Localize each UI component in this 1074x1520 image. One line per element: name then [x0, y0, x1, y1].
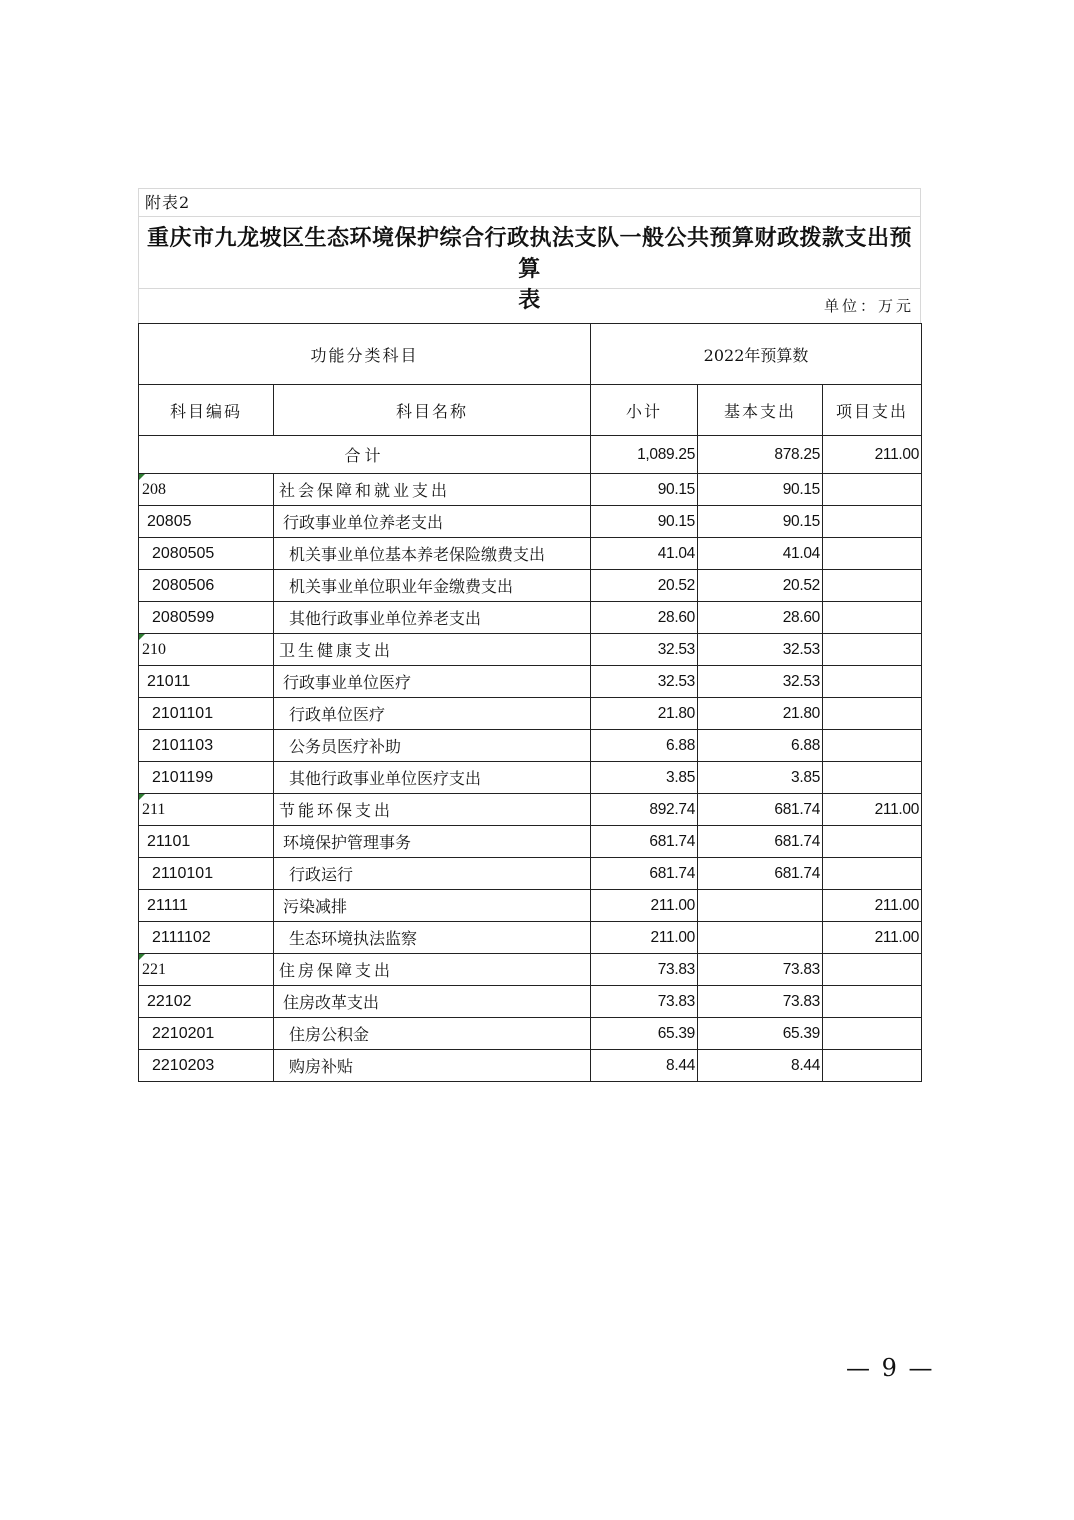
total-project: 211.00 — [823, 436, 922, 474]
row-project — [823, 506, 922, 538]
row-project — [823, 730, 922, 762]
table-row — [139, 602, 922, 634]
row-name: 行政运行 — [274, 858, 591, 890]
row-basic: 681.74 — [698, 794, 823, 826]
title-line-2: 表 — [518, 287, 541, 313]
table-row — [139, 634, 922, 666]
row-subtotal: 6.88 — [591, 730, 698, 762]
header-name: 科目名称 — [274, 385, 591, 436]
row-subtotal: 681.74 — [591, 826, 698, 858]
table-row — [139, 1018, 922, 1050]
row-code: 20805 — [139, 506, 274, 538]
row-basic: 73.83 — [698, 954, 823, 986]
row-project — [823, 698, 922, 730]
row-project — [823, 474, 922, 506]
budget-table — [138, 323, 922, 1082]
table-row — [139, 506, 922, 538]
table-row — [139, 890, 922, 922]
table-row — [139, 570, 922, 602]
row-basic: 21.80 — [698, 698, 823, 730]
row-basic: 681.74 — [698, 826, 823, 858]
row-name: 其他行政事业单位养老支出 — [274, 602, 591, 634]
budget-sheet — [138, 188, 921, 1082]
row-name: 卫生健康支出 — [274, 634, 591, 666]
table-row — [139, 698, 922, 730]
row-project: 211.00 — [823, 922, 922, 954]
row-subtotal: 90.15 — [591, 474, 698, 506]
cell-marker-icon — [139, 794, 145, 800]
row-code: 2080505 — [139, 538, 274, 570]
row-basic: 3.85 — [698, 762, 823, 794]
row-code: 221 — [139, 954, 274, 986]
row-name: 节能环保支出 — [274, 794, 591, 826]
cell-marker-icon — [139, 634, 145, 640]
row-subtotal: 32.53 — [591, 666, 698, 698]
row-code: 2101103 — [139, 730, 274, 762]
row-code: 21111 — [139, 890, 274, 922]
table-row — [139, 858, 922, 890]
row-name: 其他行政事业单位医疗支出 — [274, 762, 591, 794]
table-row — [139, 538, 922, 570]
row-code: 2080599 — [139, 602, 274, 634]
row-name: 机关事业单位职业年金缴费支出 — [274, 570, 591, 602]
total-subtotal: 1,089.25 — [591, 436, 698, 474]
sheet-header-frame — [138, 188, 921, 323]
row-name: 购房补贴 — [274, 1050, 591, 1082]
table-row — [139, 986, 922, 1018]
row-code: 22102 — [139, 986, 274, 1018]
header-subtotal: 小计 — [591, 385, 698, 436]
row-code: 21101 — [139, 826, 274, 858]
total-row — [139, 436, 922, 474]
table-row — [139, 954, 922, 986]
row-basic: 90.15 — [698, 474, 823, 506]
header-functional-category: 功能分类科目 — [139, 324, 591, 385]
page-number: — 9 — — [846, 1354, 935, 1382]
row-name: 生态环境执法监察 — [274, 922, 591, 954]
attachment-label: 附表2 — [139, 189, 920, 217]
row-project: 211.00 — [823, 794, 922, 826]
row-subtotal: 73.83 — [591, 986, 698, 1018]
row-name: 行政事业单位医疗 — [274, 666, 591, 698]
row-basic: 41.04 — [698, 538, 823, 570]
table-row — [139, 1050, 922, 1082]
row-basic: 6.88 — [698, 730, 823, 762]
row-subtotal: 20.52 — [591, 570, 698, 602]
header-project: 项目支出 — [823, 385, 922, 436]
table-row — [139, 730, 922, 762]
row-code: 2080506 — [139, 570, 274, 602]
row-basic: 8.44 — [698, 1050, 823, 1082]
table-row — [139, 666, 922, 698]
row-project — [823, 570, 922, 602]
cell-marker-icon — [139, 954, 145, 960]
row-code: 2101101 — [139, 698, 274, 730]
table-row — [139, 826, 922, 858]
row-subtotal: 32.53 — [591, 634, 698, 666]
row-subtotal: 681.74 — [591, 858, 698, 890]
row-project — [823, 602, 922, 634]
row-basic: 32.53 — [698, 634, 823, 666]
row-code: 2210203 — [139, 1050, 274, 1082]
row-name: 行政单位医疗 — [274, 698, 591, 730]
row-code: 21011 — [139, 666, 274, 698]
header-row-1 — [139, 324, 922, 385]
row-basic: 73.83 — [698, 986, 823, 1018]
table-row — [139, 474, 922, 506]
row-basic: 32.53 — [698, 666, 823, 698]
row-project — [823, 986, 922, 1018]
row-subtotal: 65.39 — [591, 1018, 698, 1050]
row-project — [823, 858, 922, 890]
row-project: 211.00 — [823, 890, 922, 922]
row-name: 社会保障和就业支出 — [274, 474, 591, 506]
row-name: 住房保障支出 — [274, 954, 591, 986]
row-subtotal: 211.00 — [591, 922, 698, 954]
row-project — [823, 826, 922, 858]
row-subtotal: 21.80 — [591, 698, 698, 730]
row-subtotal: 90.15 — [591, 506, 698, 538]
row-basic: 28.60 — [698, 602, 823, 634]
row-basic — [698, 890, 823, 922]
unit-label: 单位：万元 — [823, 297, 914, 315]
row-basic: 90.15 — [698, 506, 823, 538]
header-row-2 — [139, 385, 922, 436]
row-subtotal: 211.00 — [591, 890, 698, 922]
row-code: 211 — [139, 794, 274, 826]
row-code: 2111102 — [139, 922, 274, 954]
table-body — [139, 324, 922, 1082]
row-code: 2210201 — [139, 1018, 274, 1050]
header-budget-year: 2022年预算数 — [591, 324, 922, 385]
row-project — [823, 1050, 922, 1082]
row-subtotal: 28.60 — [591, 602, 698, 634]
title-line-1: 重庆市九龙坡区生态环境保护综合行政执法支队一般公共预算财政拨款支出预算 — [146, 225, 912, 282]
row-project — [823, 1018, 922, 1050]
row-code: 210 — [139, 634, 274, 666]
header-basic: 基本支出 — [698, 385, 823, 436]
row-code: 208 — [139, 474, 274, 506]
cell-marker-icon — [139, 474, 145, 480]
total-basic: 878.25 — [698, 436, 823, 474]
row-name: 污染减排 — [274, 890, 591, 922]
row-name: 行政事业单位养老支出 — [274, 506, 591, 538]
row-code: 2110101 — [139, 858, 274, 890]
row-project — [823, 762, 922, 794]
row-name: 机关事业单位基本养老保险缴费支出 — [274, 538, 591, 570]
row-subtotal: 8.44 — [591, 1050, 698, 1082]
row-project — [823, 666, 922, 698]
row-subtotal: 41.04 — [591, 538, 698, 570]
table-row — [139, 762, 922, 794]
row-name: 住房公积金 — [274, 1018, 591, 1050]
row-subtotal: 73.83 — [591, 954, 698, 986]
table-row — [139, 794, 922, 826]
row-project — [823, 538, 922, 570]
row-code: 2101199 — [139, 762, 274, 794]
row-name: 公务员医疗补助 — [274, 730, 591, 762]
total-label: 合计 — [139, 436, 591, 474]
table-row — [139, 922, 922, 954]
row-basic: 65.39 — [698, 1018, 823, 1050]
row-basic — [698, 922, 823, 954]
row-project — [823, 954, 922, 986]
row-name: 住房改革支出 — [274, 986, 591, 1018]
row-basic: 20.52 — [698, 570, 823, 602]
row-project — [823, 634, 922, 666]
header-code: 科目编码 — [139, 385, 274, 436]
row-name: 环境保护管理事务 — [274, 826, 591, 858]
row-subtotal: 3.85 — [591, 762, 698, 794]
row-basic: 681.74 — [698, 858, 823, 890]
row-subtotal: 892.74 — [591, 794, 698, 826]
